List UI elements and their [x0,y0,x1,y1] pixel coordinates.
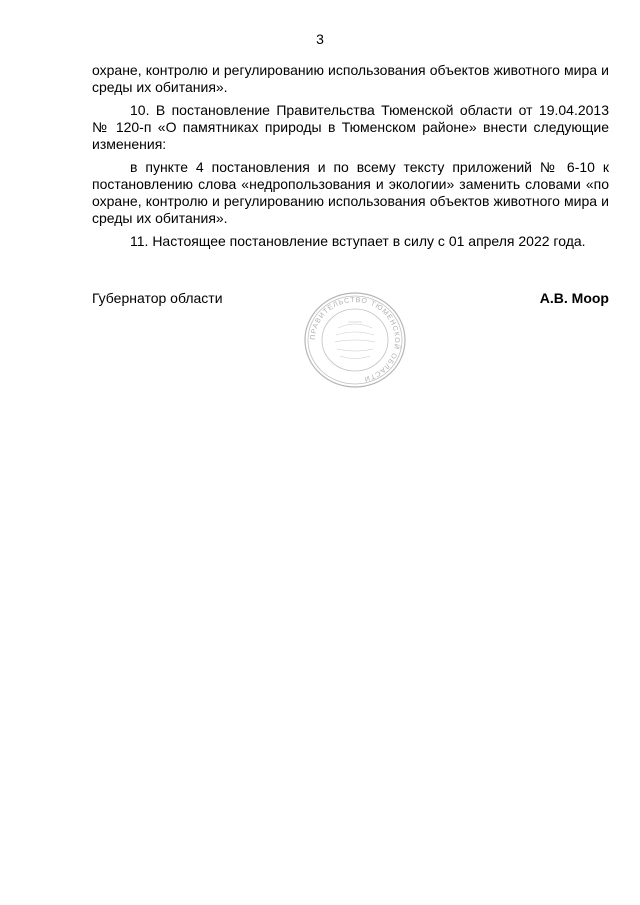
official-seal [300,290,410,390]
paragraph-item-11: 11. Настоящее постановление вступает в силу с 01 апреля 2022 года. [130,233,586,249]
seal-ring-text: ПРАВИТЕЛЬСТВО ТЮМЕНСКОЙ ОБЛАСТИ [309,296,401,383]
paragraph-continuation: охране, контролю и регулированию использования объектов животного мира и среды их обитания». [92,62,609,95]
paragraph-item-10-detail: в пункте 4 постановления и по всему тексту приложений № 6-10 к постановлению слова «недропользования и экологии» заменить словами «по охране, контролю и регулированию использования объектов животного мира и среды их обитания». [92,159,609,226]
signer-title: Губернатор области [92,290,223,306]
signer-name: А.В. Моор [539,290,609,306]
page-number: 3 [316,31,324,47]
paragraph-item-10: 10. В постановление Правительства Тюменской области от 19.04.2013 № 120-п «О памятниках природы в Тюменском районе» внести следующие изменения: [92,102,609,152]
document-body [92,62,609,256]
